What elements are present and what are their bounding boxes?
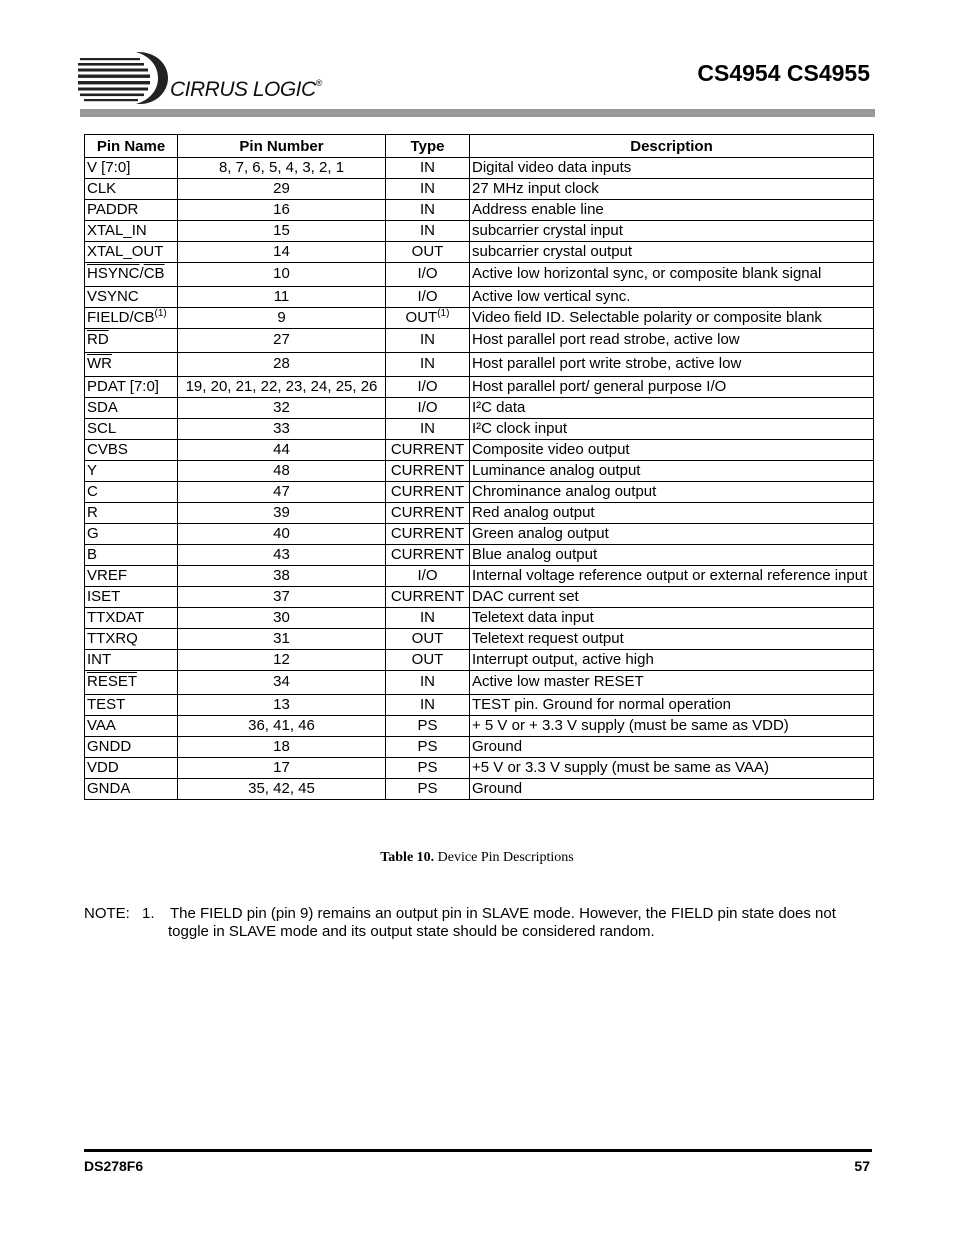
pin-description: subcarrier crystal input — [470, 221, 874, 242]
pin-number: 8, 7, 6, 5, 4, 3, 2, 1 — [178, 158, 386, 179]
table-row — [85, 482, 874, 503]
pin-type: CURRENT — [386, 524, 470, 545]
table-row — [85, 671, 874, 695]
pin-name: TEST — [85, 695, 178, 716]
pin-name: C — [85, 482, 178, 503]
pin-type: IN — [386, 608, 470, 629]
pin-description: + 5 V or + 3.3 V supply (must be same as VDD) — [470, 716, 874, 737]
table-row — [85, 524, 874, 545]
pin-description: Red analog output — [470, 503, 874, 524]
pin-number: 19, 20, 21, 22, 23, 24, 25, 26 — [178, 377, 386, 398]
pin-number: 30 — [178, 608, 386, 629]
pin-description: subcarrier crystal output — [470, 242, 874, 263]
caption-text: Device Pin Descriptions — [434, 850, 574, 865]
pin-description: Green analog output — [470, 524, 874, 545]
pin-type: CURRENT — [386, 545, 470, 566]
table-row — [85, 737, 874, 758]
table-row — [85, 650, 874, 671]
pin-type: I/O — [386, 287, 470, 308]
pin-number: 34 — [178, 671, 386, 695]
footer-page-number: 57 — [854, 1158, 870, 1174]
table-row — [85, 329, 874, 353]
pin-description: Ground — [470, 737, 874, 758]
pin-type: IN — [386, 158, 470, 179]
table-row — [85, 242, 874, 263]
table-row — [85, 716, 874, 737]
pin-name: GNDD — [85, 737, 178, 758]
pin-description: Address enable line — [470, 200, 874, 221]
pin-type: PS — [386, 737, 470, 758]
pin-description: Digital video data inputs — [470, 158, 874, 179]
pin-number: 47 — [178, 482, 386, 503]
pin-description: Chrominance analog output — [470, 482, 874, 503]
footer-rule — [84, 1149, 872, 1152]
note-text: The FIELD pin (pin 9) remains an output pin in SLAVE mode. However, the FIELD pin state does not toggle in SLAVE mode and its output state should be considered random. — [168, 905, 836, 940]
table-row — [85, 545, 874, 566]
cirrus-logic-logo — [78, 48, 338, 108]
pin-type: PS — [386, 716, 470, 737]
pin-number: 17 — [178, 758, 386, 779]
pin-name: PADDR — [85, 200, 178, 221]
pin-name: R — [85, 503, 178, 524]
pin-number: 32 — [178, 398, 386, 419]
table-row — [85, 695, 874, 716]
pin-number: 16 — [178, 200, 386, 221]
document-title: CS4954 CS4955 — [697, 60, 870, 86]
pin-type: OUT — [386, 629, 470, 650]
pin-name: VAA — [85, 716, 178, 737]
pin-number: 35, 42, 45 — [178, 779, 386, 800]
table-row — [85, 158, 874, 179]
pin-description: Host parallel port write strobe, active low — [470, 353, 874, 377]
pin-type: CURRENT — [386, 482, 470, 503]
caption-label: Table 10. — [380, 850, 435, 865]
pin-name: RESET — [85, 671, 178, 695]
pin-description: DAC current set — [470, 587, 874, 608]
pin-description: Host parallel port/ general purpose I/O — [470, 377, 874, 398]
pin-name: XTAL_IN — [85, 221, 178, 242]
pin-name: CVBS — [85, 440, 178, 461]
pin-type: IN — [386, 419, 470, 440]
pin-name: GNDA — [85, 779, 178, 800]
table-row — [85, 566, 874, 587]
table-row — [85, 758, 874, 779]
table-caption — [0, 850, 954, 866]
pin-number: 37 — [178, 587, 386, 608]
pin-name: SCL — [85, 419, 178, 440]
table-header-row — [85, 135, 874, 158]
pin-name: CLK — [85, 179, 178, 200]
pin-type: I/O — [386, 263, 470, 287]
pin-type: PS — [386, 758, 470, 779]
table-row — [85, 308, 874, 329]
pin-description: I²C clock input — [470, 419, 874, 440]
pin-description: Luminance analog output — [470, 461, 874, 482]
pin-name: VDD — [85, 758, 178, 779]
pin-number: 43 — [178, 545, 386, 566]
table-row — [85, 503, 874, 524]
pin-description: Teletext request output — [470, 629, 874, 650]
table-row — [85, 608, 874, 629]
pin-type: IN — [386, 221, 470, 242]
pin-description: +5 V or 3.3 V supply (must be same as VAA) — [470, 758, 874, 779]
table-row — [85, 179, 874, 200]
header-bar — [80, 109, 875, 117]
pin-description: TEST pin. Ground for normal operation — [470, 695, 874, 716]
note-number: 1. — [142, 905, 155, 922]
pin-type: IN — [386, 179, 470, 200]
note-label: NOTE: — [84, 905, 130, 922]
pin-name: G — [85, 524, 178, 545]
pin-description: Active low vertical sync. — [470, 287, 874, 308]
pin-description: Blue analog output — [470, 545, 874, 566]
table-row — [85, 200, 874, 221]
pin-number: 9 — [178, 308, 386, 329]
pin-number: 31 — [178, 629, 386, 650]
pin-description: Composite video output — [470, 440, 874, 461]
pin-description: Active low master RESET — [470, 671, 874, 695]
pin-type: I/O — [386, 566, 470, 587]
pin-number: 14 — [178, 242, 386, 263]
pin-type: OUT — [386, 650, 470, 671]
pin-description: Interrupt output, active high — [470, 650, 874, 671]
pin-type: IN — [386, 671, 470, 695]
pin-description: I²C data — [470, 398, 874, 419]
pin-number: 33 — [178, 419, 386, 440]
pin-number: 27 — [178, 329, 386, 353]
pin-description: Teletext data input — [470, 608, 874, 629]
pin-name: VREF — [85, 566, 178, 587]
pin-type: CURRENT — [386, 440, 470, 461]
table-row — [85, 353, 874, 377]
pin-number: 10 — [178, 263, 386, 287]
pin-number: 40 — [178, 524, 386, 545]
pin-name: $\overline{RD}$ — [85, 329, 178, 353]
column-header: Pin Number — [178, 135, 386, 158]
pin-type: CURRENT — [386, 461, 470, 482]
pin-name: Y — [85, 461, 178, 482]
table-row — [85, 779, 874, 800]
table-row — [85, 287, 874, 308]
pin-number: 18 — [178, 737, 386, 758]
pin-type: IN — [386, 200, 470, 221]
pin-name: INT — [85, 650, 178, 671]
column-header: Type — [386, 135, 470, 158]
table-row — [85, 629, 874, 650]
table-row — [85, 377, 874, 398]
pin-type: OUT — [386, 242, 470, 263]
pin-description: Host parallel port read strobe, active low — [470, 329, 874, 353]
pin-description: 27 MHz input clock — [470, 179, 874, 200]
pin-name: ISET — [85, 587, 178, 608]
pin-type: OUT$^{(1)}$ — [386, 308, 470, 329]
logo-swoosh-icon — [78, 48, 170, 108]
pin-name: HSYNC/$\overline{CB}$ — [85, 263, 178, 287]
pin-number: 12 — [178, 650, 386, 671]
table-row — [85, 461, 874, 482]
pin-type: CURRENT — [386, 503, 470, 524]
pin-number: 29 — [178, 179, 386, 200]
pin-type: IN — [386, 353, 470, 377]
pin-type: I/O — [386, 377, 470, 398]
column-header: Pin Name — [85, 135, 178, 158]
logo-text: CIRRUS LOGIC® — [170, 78, 322, 101]
table-row — [85, 587, 874, 608]
pin-name: V [7:0] — [85, 158, 178, 179]
pin-type: IN — [386, 329, 470, 353]
pin-name: TTXDAT — [85, 608, 178, 629]
pin-type: IN — [386, 695, 470, 716]
column-header: Description — [470, 135, 874, 158]
pin-number: 36, 41, 46 — [178, 716, 386, 737]
table-row — [85, 419, 874, 440]
table-row — [85, 221, 874, 242]
pin-name: VSYNC — [85, 287, 178, 308]
pin-name: SDA — [85, 398, 178, 419]
pin-description: Internal voltage reference output or external reference input — [470, 566, 874, 587]
pin-name: $\overline{WR}$ — [85, 353, 178, 377]
pin-name: XTAL_OUT — [85, 242, 178, 263]
pin-number: 28 — [178, 353, 386, 377]
pin-number: 48 — [178, 461, 386, 482]
pin-number: 44 — [178, 440, 386, 461]
footer-doc-id: DS278F6 — [84, 1158, 144, 1174]
table-row — [85, 440, 874, 461]
pin-description: Ground — [470, 779, 874, 800]
pin-name: B — [85, 545, 178, 566]
pin-name: FIELD/CB$^{(1)}$ — [85, 308, 178, 329]
pin-name: PDAT [7:0] — [85, 377, 178, 398]
pin-description-table — [84, 134, 874, 800]
pin-number: 15 — [178, 221, 386, 242]
pin-description: Active low horizontal sync, or composite blank signal — [470, 263, 874, 287]
pin-number: 39 — [178, 503, 386, 524]
pin-number: 38 — [178, 566, 386, 587]
pin-type: I/O — [386, 398, 470, 419]
pin-number: 13 — [178, 695, 386, 716]
table-row — [85, 263, 874, 287]
table-row — [85, 398, 874, 419]
pin-name: TTXRQ — [85, 629, 178, 650]
pin-number: 11 — [178, 287, 386, 308]
pin-type: CURRENT — [386, 587, 470, 608]
pin-type: PS — [386, 779, 470, 800]
pin-description: Video field ID. Selectable polarity or composite blank — [470, 308, 874, 329]
